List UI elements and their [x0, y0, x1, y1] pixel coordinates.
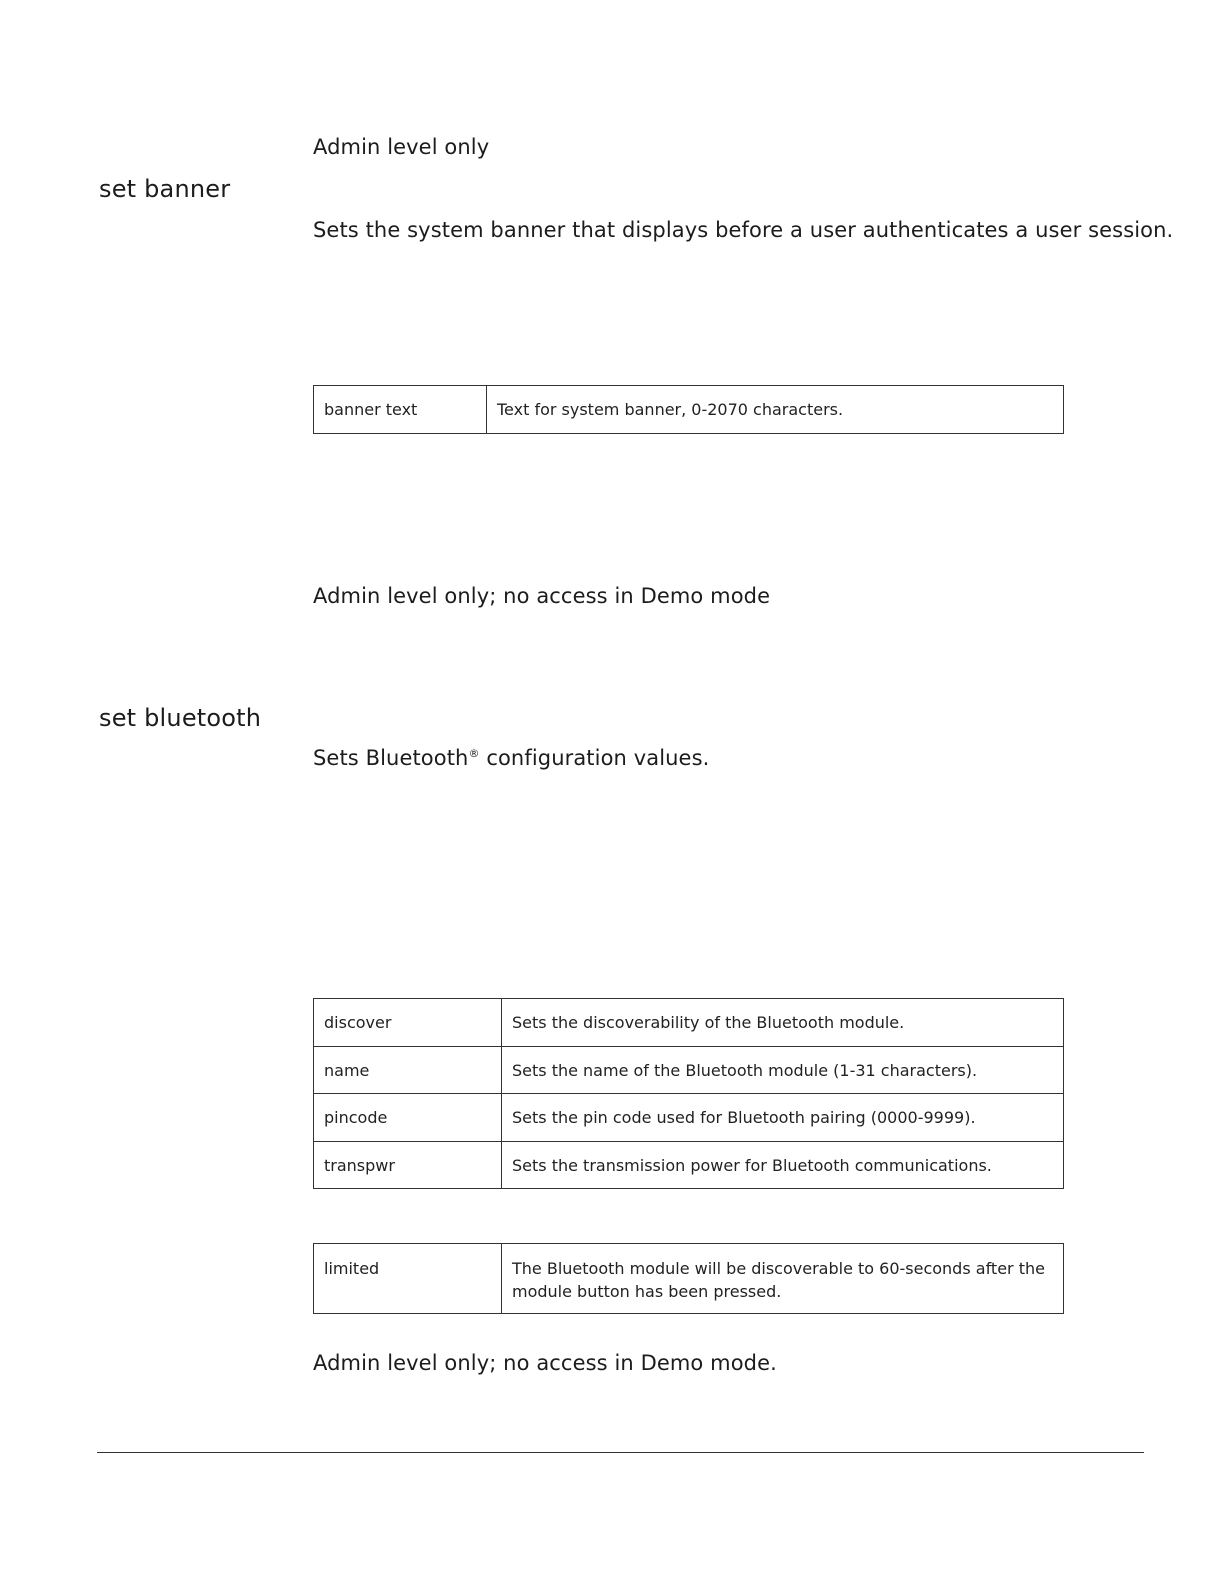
- banner-access-note: Admin level only; no access in Demo mode: [313, 584, 771, 608]
- option-description: [502, 1244, 1064, 1314]
- option-name: limited: [314, 1244, 502, 1314]
- table-row: [314, 386, 1064, 434]
- set-banner-description: Sets the system banner that displays before a user authenticates a user session.: [313, 218, 1174, 242]
- description-text: Sets Bluetooth: [313, 746, 469, 770]
- param-name: name: [314, 1047, 502, 1094]
- param-name: transpwr: [314, 1142, 502, 1189]
- set-bluetooth-description: [313, 745, 709, 771]
- param-description: Sets the discoverability of the Bluetooth module.: [502, 999, 1064, 1047]
- param-description: Sets the pin code used for Bluetooth pairing (0000-9999).: [502, 1094, 1064, 1142]
- banner-admin-note: Admin level only: [313, 135, 490, 159]
- table-row: [314, 999, 1064, 1047]
- param-description: Sets the transmission power for Bluetooth communications.: [502, 1142, 1064, 1189]
- option-description-line: The Bluetooth module will be discoverable to 60-seconds after the: [512, 1259, 1045, 1278]
- table-row: [314, 1244, 1064, 1314]
- footer-divider: [97, 1452, 1144, 1453]
- param-name: pincode: [314, 1094, 502, 1142]
- banner-parameter-table: [313, 385, 1064, 434]
- option-description-line: module button has been pressed.: [512, 1282, 782, 1301]
- bluetooth-access-note: Admin level only; no access in Demo mode.: [313, 1351, 777, 1375]
- param-description: Text for system banner, 0-2070 characters.: [487, 386, 1064, 434]
- registered-mark: ®: [468, 747, 480, 760]
- set-banner-heading: set banner: [99, 175, 231, 203]
- table-row: [314, 1047, 1064, 1094]
- param-name: discover: [314, 999, 502, 1047]
- param-name: banner text: [314, 386, 487, 434]
- table-row: [314, 1094, 1064, 1142]
- set-bluetooth-heading: set bluetooth: [99, 704, 262, 732]
- bluetooth-parameter-table: [313, 998, 1064, 1189]
- table-row: [314, 1142, 1064, 1189]
- param-description: Sets the name of the Bluetooth module (1-31 characters).: [502, 1047, 1064, 1094]
- bluetooth-option-table: [313, 1243, 1064, 1314]
- description-text-end: configuration values.: [479, 746, 710, 770]
